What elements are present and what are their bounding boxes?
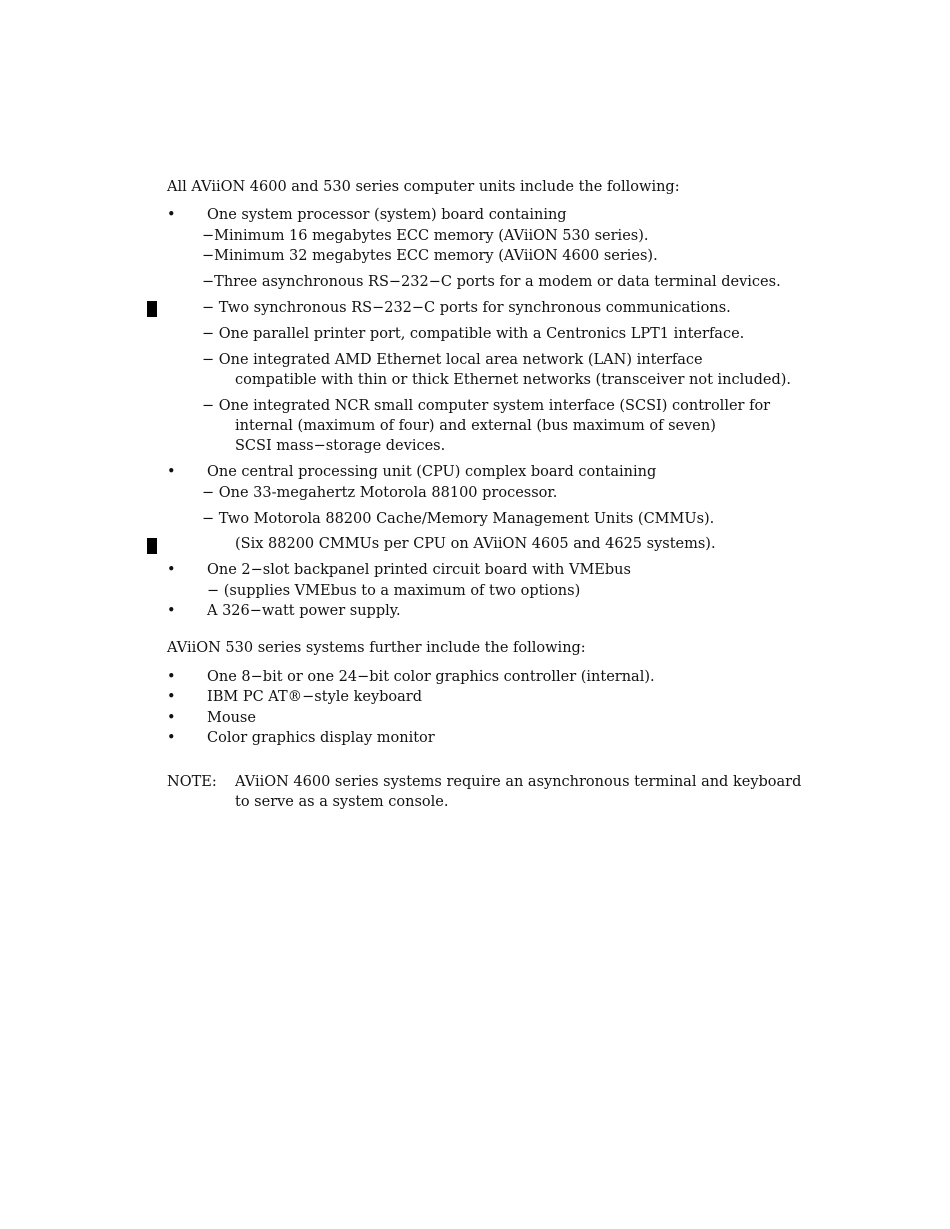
system-board-item: One system processor (system) board containing (207, 207, 567, 223)
cmmu-note: (Six 88200 CMMUs per CPU on AViiON 4605 and 4625 systems). (235, 536, 716, 552)
list-item: Mouse (207, 710, 256, 726)
scsi-subitem-continued: internal (maximum of four) and external (bus maximum of seven) (235, 418, 716, 434)
memory-4600-subitem: −Minimum 32 megabytes ECC memory (AViiON 4600 series). (202, 248, 658, 264)
async-ports-subitem: −Three asynchronous RS−232−C ports for a modem or data terminal devices. (202, 274, 781, 290)
list-item: One 8−bit or one 24−bit color graphics controller (internal). (207, 669, 655, 685)
backpanel-item: One 2−slot backpanel printed circuit board with VMEbus (207, 562, 631, 578)
cmmu-subitem: − Two Motorola 88200 Cache/Memory Management Units (CMMUs). (202, 511, 715, 527)
intro-paragraph: All AViiON 4600 and 530 series computer units include the following: (167, 179, 680, 195)
parallel-port-subitem: − One parallel printer port, compatible with a Centronics LPT1 interface. (202, 326, 745, 342)
bullet: • (167, 207, 176, 223)
bullet: • (167, 730, 176, 746)
bullet: • (167, 562, 176, 578)
backpanel-subitem: − (supplies VMEbus to a maximum of two options) (207, 583, 581, 599)
note-text-continued: to serve as a system console. (235, 794, 449, 810)
bullet: • (167, 603, 176, 619)
list-item: Color graphics display monitor (207, 730, 435, 746)
bullet: • (167, 689, 176, 705)
note-label: NOTE: (167, 774, 217, 790)
intro-530-paragraph: AViiON 530 series systems further include the following: (167, 640, 586, 656)
scsi-subitem-continued: SCSI mass−storage devices. (235, 438, 446, 454)
bullet: • (167, 669, 176, 685)
cpu-board-item: One central processing unit (CPU) complex board containing (207, 464, 657, 480)
bullet: • (167, 464, 176, 480)
change-bar (147, 538, 157, 554)
change-bar (147, 301, 157, 317)
memory-530-subitem: −Minimum 16 megabytes ECC memory (AViiON 530 series). (202, 228, 649, 244)
power-supply-item: A 326−watt power supply. (207, 603, 401, 619)
scsi-subitem: − One integrated NCR small computer system interface (SCSI) controller for (202, 398, 771, 414)
list-item: IBM PC AT®−style keyboard (207, 689, 423, 705)
bullet: • (167, 710, 176, 726)
processor-subitem: − One 33-megahertz Motorola 88100 processor. (202, 485, 558, 501)
ethernet-subitem-continued: compatible with thin or thick Ethernet networks (transceiver not included). (235, 372, 792, 388)
ethernet-subitem: − One integrated AMD Ethernet local area network (LAN) interface (202, 352, 703, 368)
sync-ports-subitem: − Two synchronous RS−232−C ports for synchronous communications. (202, 300, 731, 316)
note-text: AViiON 4600 series systems require an asynchronous terminal and keyboard (235, 774, 802, 790)
